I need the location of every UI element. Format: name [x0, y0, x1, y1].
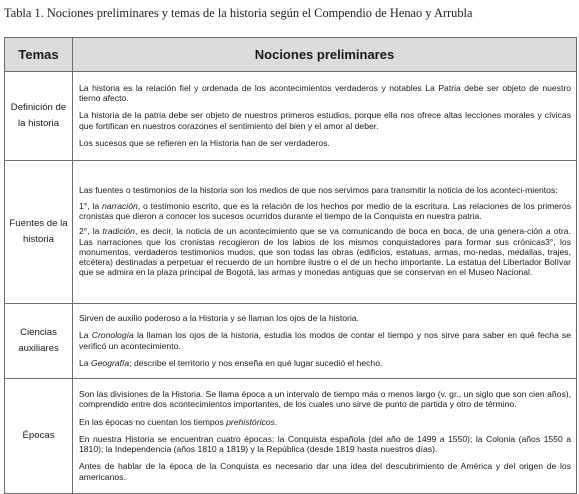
content-cell [73, 304, 577, 379]
paragraph [79, 358, 571, 368]
text-run: , o testimonio escrito, que es la relación de los hechos por medio de la escritura. Las relaciones de los primeros cronistas que dieron a conocer los sucesos ocurridos durante el tiempo de la Conquista en nuestra patria. [79, 200, 571, 221]
text-run: , es decir, la noticia de un acontecimiento que se va comunicando de boca en boca, de una genera-ción a otra. Las narraciones que los cronistas recogieron de los labios de los mismos conquistadores para formar sus crónicas3°, los monumentos, verdaderos testimonios mudos, que son todas las obras (edificios, estatuas, armas, mo-nedas, medallas, trajes, etcétera) destinadas a perpetuar el recuerdo de un hombre ilustre o el de un hecho importante. La estatua del Libertador Bolívar que se admira en la plaza principal de Bogotá, las armas y monedas antiguas que se conservan en el Museo Nacional. [79, 226, 571, 278]
paragraph: Son las divisiones de la Historia. Se llama época a un intervalo de tiempo más o menos largo (v. gr., un siglo que son cien años), comprendido entre dos acontecimientos importantes, de los cuales uno sirve de punto de partida y otro de término. [79, 388, 571, 410]
content-cell [73, 161, 577, 304]
table-caption: Tabla 1. Nociones preliminares y temas de la historia según el Compendio de Henao y Arrubla [4, 6, 473, 20]
nociones-table [4, 37, 577, 494]
paragraph: La historia es la relación fiel y ordenada de los acontecimientos verdaderos y notables La Patria debe ser objeto de nuestro tierno afecto. [79, 82, 571, 104]
table-header-row [5, 38, 577, 72]
text-run: la llaman los ojos de la historia, estudia los modos de contar el tiempo y nos sirve para saber en qué fecha se verificó un acontecimiento. [79, 330, 572, 351]
content-cell [73, 379, 577, 494]
text-run: La [79, 330, 92, 341]
emphasis-narracion: narración [101, 200, 138, 211]
table-row-definicion [5, 72, 577, 161]
paragraph [79, 226, 571, 277]
paragraph: Sirven de auxilio poderoso a la Historia y se llaman los ojos de la historia. [79, 312, 359, 323]
text-run: 1°, la [79, 200, 102, 211]
paragraph: Antes de hablar de la época de la Conquista es necesario dar una idea del descubrimiento de América y del origen de los americanos. [79, 461, 571, 482]
header-nociones: Nociones preliminares [73, 38, 577, 72]
paragraph: Los sucesos que se refieren en la Historia han de ser verdaderos. [79, 137, 330, 148]
table-row-epocas [5, 379, 577, 494]
emphasis-tradicion: tradición [102, 226, 135, 237]
emphasis-cronologia: Cronología [91, 330, 134, 341]
text-run: La [79, 357, 91, 368]
tema-cell: Definición de la historia [5, 72, 73, 161]
text-run: 2°, la [79, 226, 103, 237]
paragraph: La historia de la patria debe ser objeto de nuestros primeros estudios, porque ella nos ofrece altas lecciones morales y cívicas que fortifican en nuestros corazones el sentimiento del bien y el amor al deber. [79, 110, 571, 131]
tema-cell: Ciencias auxiliares [5, 304, 73, 379]
text-run: . [274, 416, 278, 427]
text-run: En las épocas no cuentan los tiempos [79, 416, 227, 427]
content-cell [73, 72, 577, 161]
paragraph: Las fuentes o testimonios de la historia son los medios de que nos servimos para transmitir la noticia de los aconteci-mientos: [79, 185, 558, 196]
paragraph [79, 330, 571, 351]
table-row-fuentes [5, 161, 577, 304]
paragraph [79, 417, 571, 427]
emphasis-geografia: Geografía [90, 357, 130, 368]
table-row-ciencias [5, 304, 577, 379]
paragraph: En nuestra Historia se encuentran cuatro épocas: la Conquista española (del año de 1499 a 1550); la Colonia (años 1550 a 1810); la Independencia (años 1810 a 1819) y la República (desde 1819 hasta nuestros días). [79, 433, 571, 455]
tema-cell: Fuentes de la historia [5, 161, 73, 304]
paragraph [79, 201, 571, 222]
text-run: ; describe el territorio y nos enseña en qué lugar sucedió el hecho. [129, 357, 383, 368]
header-temas: Temas [5, 38, 73, 72]
tema-cell: Épocas [5, 379, 73, 494]
emphasis-prehistoricos: prehistóricos [226, 416, 275, 427]
